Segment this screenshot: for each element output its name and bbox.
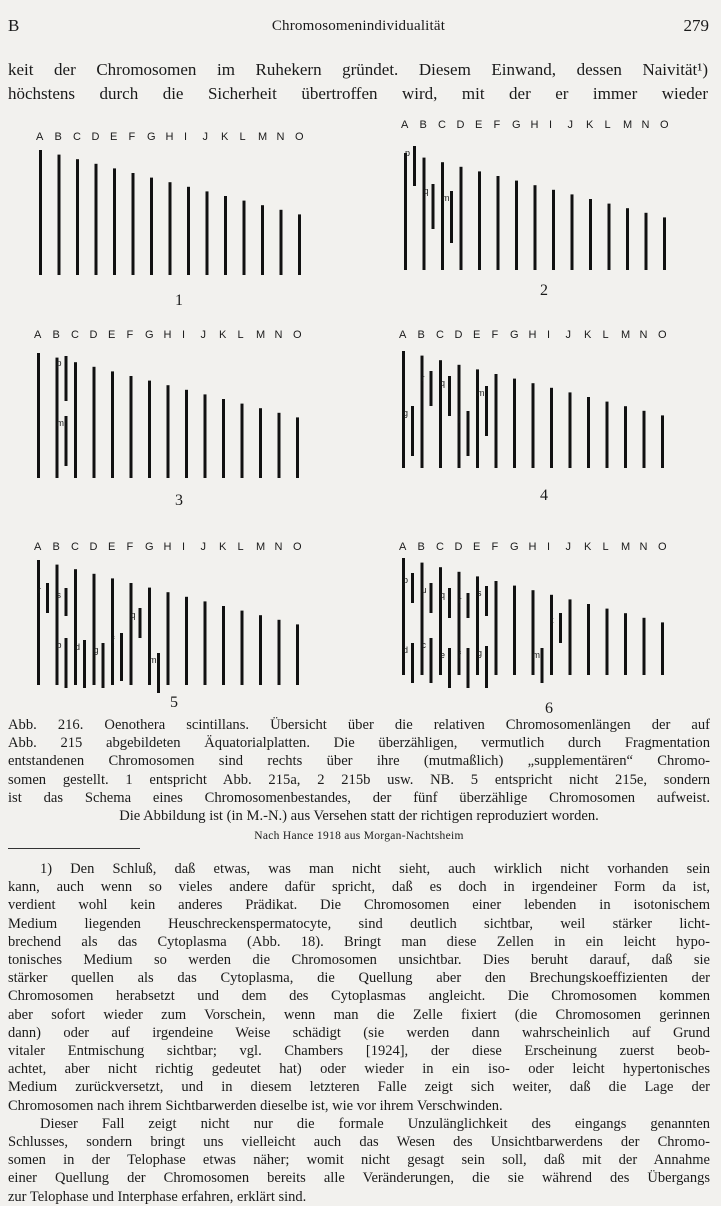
chromosome-letter-J: J bbox=[200, 329, 206, 341]
chromosome-bar-L bbox=[241, 404, 244, 478]
chromosome-bar-N bbox=[280, 210, 283, 275]
fragment-bar bbox=[432, 184, 435, 229]
fragment-bar bbox=[120, 633, 123, 681]
chromosome-bar-L bbox=[606, 609, 609, 675]
chromosome-letter-J: J bbox=[565, 541, 571, 553]
panel-number: 5 bbox=[170, 694, 178, 711]
chromosome-letter-H: H bbox=[165, 131, 174, 143]
fragment-bar bbox=[411, 406, 414, 456]
chromosome-letter-L: L bbox=[237, 541, 244, 553]
chromosome-bar-F bbox=[130, 376, 133, 478]
chromosome-bar-K bbox=[222, 606, 225, 685]
chromosome-letter-L: L bbox=[602, 541, 609, 553]
chromosome-bar-H bbox=[534, 185, 537, 270]
chromosome-letter-B: B bbox=[417, 541, 425, 553]
chromosome-letter-I: I bbox=[184, 131, 188, 143]
fragment-label: d bbox=[75, 642, 81, 652]
body-text-top bbox=[8, 58, 708, 106]
chromosome-letter-J: J bbox=[202, 131, 208, 143]
chromosome-letter-L: L bbox=[237, 329, 244, 341]
fragment-bar bbox=[467, 648, 470, 688]
footnote-line: Chromosomen herabsetzt und dem des Cytoplasmas angleicht. Die Chromosomen kommen bbox=[8, 988, 710, 1005]
chromosome-bar-I bbox=[185, 390, 188, 478]
running-header bbox=[8, 16, 709, 44]
chromosome-bar-O bbox=[296, 417, 299, 478]
chromosome-bar-J bbox=[571, 194, 574, 270]
footnote-line: Dieser Fall zeigt nicht nur die formale Unzulänglichkeit des eingangs genannten bbox=[40, 1115, 710, 1132]
chromosome-bar-D bbox=[93, 574, 96, 685]
panel-number: 3 bbox=[175, 492, 183, 509]
chromosome-letter-M: M bbox=[621, 329, 631, 341]
chromosome-letter-F: F bbox=[493, 119, 501, 131]
footnote-line: Schlusses, sondern bringt uns vielleicht auch das Wesen des Unsichtbarwerdens der Chromo- bbox=[8, 1134, 710, 1151]
fragment-label: j bbox=[458, 413, 461, 423]
chromosome-bar-H bbox=[167, 592, 170, 685]
chromosome-bar-B bbox=[58, 155, 61, 275]
fragment-label: d bbox=[403, 645, 409, 655]
fragment-label: q bbox=[440, 378, 446, 388]
chromosome-letter-E: E bbox=[108, 329, 116, 341]
chromosome-letter-E: E bbox=[473, 541, 481, 553]
chromosome-bar-N bbox=[278, 620, 281, 685]
chromosome-bar-L bbox=[608, 204, 611, 270]
chromosome-bar-O bbox=[298, 214, 301, 275]
chromosome-letter-B: B bbox=[419, 119, 427, 131]
chromosome-bar-K bbox=[587, 604, 590, 675]
chromosome-letter-N: N bbox=[639, 329, 648, 341]
fragment-label: q bbox=[440, 590, 446, 600]
fragment-bar bbox=[448, 588, 451, 618]
chromosome-letter-E: E bbox=[110, 131, 118, 143]
chromosome-bar-C bbox=[74, 362, 77, 478]
fragment-label: g bbox=[477, 648, 483, 658]
chromosome-letter-G: G bbox=[145, 541, 154, 553]
chromosome-bar-J bbox=[204, 394, 207, 478]
chromosome-bar-E bbox=[478, 171, 481, 270]
footnote-line: stärker quellen als das Cytoplasma, die Quellung aber den Brechungskoeffizienten der bbox=[8, 970, 710, 987]
chromosome-letter-L: L bbox=[602, 329, 609, 341]
caption-source: Nach Hance 1918 aus Morgan-Nachtsheim bbox=[254, 830, 464, 843]
fragment-bar bbox=[448, 376, 451, 416]
footnote-line: vitaler Entmischung sichtbar; vgl. Chambers [1924], der diese Erscheinung zuerst beob- bbox=[8, 1043, 710, 1060]
chromosome-letter-N: N bbox=[639, 541, 648, 553]
chromosome-letter-H: H bbox=[530, 119, 539, 131]
fragment-label: m bbox=[477, 388, 485, 398]
panel-6 bbox=[399, 541, 667, 717]
chromosome-letter-A: A bbox=[399, 329, 407, 341]
fragment-bar bbox=[411, 643, 414, 683]
fragment-bar bbox=[413, 146, 416, 186]
chromosome-bar-C bbox=[74, 569, 77, 685]
chromosome-letter-K: K bbox=[219, 329, 227, 341]
chromosome-bar-G bbox=[513, 379, 516, 468]
chromosome-letter-O: O bbox=[660, 119, 669, 131]
chromosome-bar-B bbox=[423, 158, 426, 270]
chromosome-letter-D: D bbox=[456, 119, 465, 131]
chromosome-bar-E bbox=[476, 369, 479, 468]
chromosome-bar-N bbox=[643, 618, 646, 675]
chromosome-letter-C: C bbox=[438, 119, 446, 131]
fragment-label: p bbox=[56, 358, 62, 368]
fragment-bar bbox=[157, 653, 160, 693]
chromosome-letter-A: A bbox=[34, 329, 42, 341]
chromosome-bar-L bbox=[243, 201, 246, 275]
chromosome-bar-C bbox=[76, 159, 79, 275]
fragment-bar bbox=[467, 593, 470, 618]
chromosome-bar-I bbox=[550, 388, 553, 468]
chromosome-letter-D: D bbox=[454, 329, 463, 341]
panel-number: 1 bbox=[175, 292, 183, 309]
fragment-bar bbox=[541, 648, 544, 683]
chromosome-letter-F: F bbox=[128, 131, 136, 143]
chromosome-letter-M: M bbox=[258, 131, 268, 143]
fragment-label: c bbox=[421, 640, 426, 650]
chromosome-bar-N bbox=[645, 213, 648, 270]
chromosome-letter-F: F bbox=[126, 329, 134, 341]
footnote-line: verdient wohl kein anderes Prädikat. Die Chromosomen einer lebenden in isotonischem bbox=[8, 897, 710, 914]
footnote-rule bbox=[8, 848, 140, 849]
chromosome-figure bbox=[0, 110, 721, 720]
fragment-bar bbox=[559, 613, 562, 643]
chromosome-bar-J bbox=[204, 601, 207, 685]
chromosome-bar-C bbox=[439, 360, 442, 468]
chromosome-bar-I bbox=[550, 595, 553, 675]
panel-3 bbox=[34, 329, 302, 509]
chromosome-bar-F bbox=[130, 583, 133, 685]
chromosome-bar-E bbox=[111, 371, 114, 478]
chromosome-bar-M bbox=[624, 406, 627, 468]
fragment-bar bbox=[65, 638, 68, 688]
chromosome-bar-D bbox=[95, 164, 98, 275]
chromosome-bar-L bbox=[606, 402, 609, 468]
chromosome-letter-B: B bbox=[417, 329, 425, 341]
fragment-label: r bbox=[458, 595, 462, 605]
chromosome-letter-C: C bbox=[71, 329, 79, 341]
fragment-bar bbox=[46, 583, 49, 613]
chromosome-bar-D bbox=[460, 167, 463, 270]
chromosome-letter-M: M bbox=[256, 541, 266, 553]
chromosome-letter-O: O bbox=[658, 541, 667, 553]
fragment-label: r bbox=[421, 373, 425, 383]
fragment-bar bbox=[65, 588, 68, 616]
fragment-bar bbox=[430, 583, 433, 613]
chromosome-bar-A bbox=[37, 560, 40, 685]
chromosome-letter-A: A bbox=[36, 131, 44, 143]
chromosome-letter-F: F bbox=[126, 541, 134, 553]
chromosome-letter-I: I bbox=[547, 541, 551, 553]
fragment-label: m bbox=[56, 418, 64, 428]
chromosome-letter-I: I bbox=[182, 329, 186, 341]
panel-4 bbox=[399, 329, 667, 504]
chromosome-letter-J: J bbox=[567, 119, 573, 131]
fragment-label: b bbox=[56, 640, 62, 650]
footnote-line: Medium liegenden Heuschreckenspermatocyte, sind deutlich sichtbar, weil stärker licht- bbox=[8, 915, 710, 932]
caption-line: Die Abbildung ist (in M.-N.) aus Versehen statt der richtigen reproduziert worden. bbox=[119, 808, 599, 825]
chromosome-bar-I bbox=[552, 190, 555, 270]
chromosome-letter-H: H bbox=[163, 541, 172, 553]
chromosome-bar-G bbox=[150, 178, 153, 275]
body-line: keit der Chromosomen im Ruhekern gründet. Diesem Einwand, dessen Naivität¹) bbox=[8, 60, 708, 79]
fragment-label: m bbox=[149, 655, 157, 665]
chromosome-letter-A: A bbox=[34, 541, 42, 553]
panel-2 bbox=[401, 119, 669, 299]
chromosome-letter-B: B bbox=[52, 541, 60, 553]
fragment-label: p bbox=[403, 575, 409, 585]
chromosome-bar-H bbox=[167, 385, 170, 478]
chromosome-letter-G: G bbox=[145, 329, 154, 341]
chromosome-bar-O bbox=[663, 217, 666, 270]
chromosome-bar-F bbox=[497, 176, 500, 270]
chromosome-letter-D: D bbox=[91, 131, 100, 143]
chromosome-bar-K bbox=[589, 199, 592, 270]
chromosome-letter-M: M bbox=[256, 329, 266, 341]
signature-mark: B bbox=[8, 16, 20, 35]
chromosome-bar-M bbox=[624, 613, 627, 675]
fragment-label: t bbox=[551, 615, 554, 625]
chromosome-diagram bbox=[0, 110, 721, 720]
chromosome-letter-H: H bbox=[528, 541, 537, 553]
chromosome-bar-F bbox=[495, 581, 498, 675]
footnote-line: somen in der Telophase etwas näher; womit nicht gesagt sein soll, daß mit der Annahme bbox=[8, 1152, 710, 1169]
chromosome-letter-L: L bbox=[239, 131, 246, 143]
chromosome-letter-J: J bbox=[565, 329, 571, 341]
chromosome-bar-J bbox=[569, 392, 572, 468]
chromosome-letter-F: F bbox=[491, 329, 499, 341]
fragment-bar bbox=[430, 638, 433, 683]
fragment-bar bbox=[485, 586, 488, 616]
chromosome-letter-E: E bbox=[473, 329, 481, 341]
chromosome-letter-C: C bbox=[73, 131, 81, 143]
chromosome-letter-A: A bbox=[401, 119, 409, 131]
fragment-label: s bbox=[477, 588, 482, 598]
chromosome-bar-F bbox=[495, 374, 498, 468]
chromosome-bar-H bbox=[169, 182, 172, 275]
footnote-line: brechend als das Cytoplasma (Abb. 18). Bringt man diese Zellen in ein leicht hypo- bbox=[8, 933, 710, 950]
fragment-bar bbox=[467, 411, 470, 456]
chromosome-letter-I: I bbox=[547, 329, 551, 341]
panel-5 bbox=[34, 541, 302, 711]
fragment-label: u bbox=[421, 585, 427, 595]
chromosome-bar-M bbox=[626, 208, 629, 270]
chromosome-bar-B bbox=[56, 565, 59, 685]
fragment-label: m bbox=[532, 650, 540, 660]
fragment-label: m bbox=[442, 193, 450, 203]
fragment-label: q bbox=[130, 610, 136, 620]
chromosome-bar-G bbox=[515, 181, 518, 270]
chromosome-letter-C: C bbox=[436, 541, 444, 553]
caption-line: ist das Schema eines Chromosomenbestandes, der fünf überzählige Chromosomen aufweist. bbox=[8, 789, 710, 806]
chromosome-bar-M bbox=[261, 205, 264, 275]
chromosome-bar-K bbox=[224, 196, 227, 275]
chromosome-letter-F: F bbox=[491, 541, 499, 553]
chromosome-bar-L bbox=[241, 611, 244, 685]
chromosome-letter-K: K bbox=[586, 119, 594, 131]
fragment-label: f bbox=[458, 650, 462, 660]
footnote-line: 1) Den Schluß, daß etwas, was man nicht sieht, auch wirklich nicht vorhanden sein bbox=[40, 861, 710, 877]
chromosome-letter-J: J bbox=[200, 541, 206, 553]
chromosome-bar-F bbox=[132, 173, 135, 275]
chromosome-bar-G bbox=[513, 586, 516, 675]
chromosome-bar-K bbox=[222, 399, 225, 478]
running-title: Chromosomenindividualität bbox=[271, 18, 446, 34]
footnote bbox=[8, 860, 710, 1206]
chromosome-letter-N: N bbox=[274, 541, 283, 553]
chromosome-letter-K: K bbox=[584, 541, 592, 553]
chromosome-bar-G bbox=[148, 381, 151, 478]
caption-line: Abb. 215 abgebildeten Äquatorialplatten. Die überzähligen, vermutlich durch Fragmentation bbox=[8, 735, 710, 752]
chromosome-letter-K: K bbox=[221, 131, 229, 143]
chromosome-bar-A bbox=[39, 150, 42, 275]
chromosome-bar-G bbox=[148, 588, 151, 685]
fragment-bar bbox=[485, 646, 488, 688]
chromosome-bar-N bbox=[278, 413, 281, 478]
chromosome-bar-A bbox=[404, 153, 407, 270]
fragment-label: p bbox=[405, 148, 411, 158]
figure-caption bbox=[8, 716, 710, 845]
chromosome-letter-N: N bbox=[274, 329, 283, 341]
chromosome-bar-C bbox=[441, 162, 444, 270]
chromosome-letter-L: L bbox=[604, 119, 611, 131]
fragment-bar bbox=[65, 416, 68, 466]
footnote-line: tonisches Medium so werden die Chromosomen unsichtbar. Dies beruht darauf, daß sie bbox=[8, 952, 710, 969]
chromosome-letter-I: I bbox=[549, 119, 553, 131]
chromosome-bar-A bbox=[37, 353, 40, 478]
footnote-line: einer Quellung der Chromosomen bereits alle Veränderungen, die sie während des Übergangs bbox=[8, 1170, 710, 1187]
chromosome-letter-K: K bbox=[584, 329, 592, 341]
chromosome-letter-D: D bbox=[454, 541, 463, 553]
fragment-bar bbox=[411, 573, 414, 603]
chromosome-bar-D bbox=[93, 367, 96, 478]
fragment-label: s bbox=[56, 590, 61, 600]
fragment-bar bbox=[83, 640, 86, 688]
footnote-line: achtet, aber nicht richtig gedeutet hat) oder wieder in ein iso- oder leicht hypertonisches bbox=[8, 1061, 710, 1078]
fragment-label: e bbox=[440, 650, 446, 660]
fragment-label: g bbox=[93, 645, 99, 655]
chromosome-letter-O: O bbox=[293, 541, 302, 553]
footnote-line: kann, auch wenn so vieles andere dafür spricht, daß es doch in irgendeiner Form da ist, bbox=[8, 879, 710, 896]
chromosome-letter-N: N bbox=[641, 119, 650, 131]
chromosome-letter-M: M bbox=[621, 541, 631, 553]
chromosome-letter-M: M bbox=[623, 119, 633, 131]
page-number: 279 bbox=[683, 16, 709, 35]
chromosome-letter-C: C bbox=[71, 541, 79, 553]
chromosome-letter-H: H bbox=[163, 329, 172, 341]
chromosome-letter-G: G bbox=[147, 131, 156, 143]
panel-1 bbox=[36, 131, 304, 309]
chromosome-bar-O bbox=[296, 624, 299, 685]
footnote-line: Medium zurückversetzt, und in diesem letzteren Falle zeigt sich weiter, daß die Lage der bbox=[8, 1079, 710, 1096]
chromosome-bar-O bbox=[661, 415, 664, 468]
chromosome-bar-I bbox=[187, 187, 190, 275]
footnote-line: Chromosomen nach ihrem Sichtbarwerden dieselbe ist, wie vor ihrem Verschwinden. bbox=[8, 1097, 503, 1114]
chromosome-bar-M bbox=[259, 408, 262, 478]
fragment-bar bbox=[450, 191, 453, 243]
panel-number: 4 bbox=[540, 487, 548, 504]
chromosome-letter-O: O bbox=[658, 329, 667, 341]
chromosome-letter-H: H bbox=[528, 329, 537, 341]
chromosome-letter-G: G bbox=[510, 329, 519, 341]
panel-number: 6 bbox=[545, 700, 553, 717]
chromosome-letter-O: O bbox=[293, 329, 302, 341]
chromosome-letter-K: K bbox=[219, 541, 227, 553]
body-line: höchstens durch die Sicherheit übertroffen wird, mit der er immer wieder bbox=[8, 84, 708, 103]
fragment-bar bbox=[139, 608, 142, 638]
chromosome-letter-D: D bbox=[89, 329, 98, 341]
chromosome-bar-H bbox=[532, 590, 535, 675]
fragment-bar bbox=[65, 356, 68, 401]
fragment-label: f bbox=[112, 635, 115, 645]
footnote-line: zur Telophase und Interphase erfahren, erklärt sind. bbox=[8, 1188, 307, 1205]
chromosome-bar-B bbox=[421, 563, 424, 675]
chromosome-bar-N bbox=[643, 411, 646, 468]
fragment-label: q bbox=[423, 186, 429, 196]
fragment-label: r bbox=[38, 585, 41, 595]
chromosome-bar-O bbox=[661, 622, 664, 675]
caption-line: entstandenen Chromosomen sind rechts über ihre (mutmaßlich) „supplementären“ Chromo- bbox=[8, 753, 710, 770]
fragment-label: g bbox=[403, 408, 409, 418]
chromosome-letter-I: I bbox=[182, 541, 186, 553]
chromosome-letter-A: A bbox=[399, 541, 407, 553]
chromosome-bar-I bbox=[185, 597, 188, 685]
caption-line: Abb. 216. Oenothera scintillans. Übersicht über die relativen Chromosomenlängen der auf bbox=[8, 717, 710, 733]
footnote-line: aber sofort wieder zum Vorschein, wenn man die Zelle fixiert (die Chromosomen gerinnen bbox=[8, 1006, 710, 1023]
chromosome-letter-E: E bbox=[475, 119, 483, 131]
fragment-bar bbox=[448, 648, 451, 688]
chromosome-letter-C: C bbox=[436, 329, 444, 341]
footnote-line: dann) oder auf irgendeine Weise schädigt (sie werden dann wahrscheinlich auf Grund bbox=[8, 1024, 710, 1041]
chromosome-bar-J bbox=[206, 191, 209, 275]
chromosome-letter-O: O bbox=[295, 131, 304, 143]
chromosome-letter-G: G bbox=[510, 541, 519, 553]
chromosome-letter-N: N bbox=[276, 131, 285, 143]
chromosome-bar-J bbox=[569, 599, 572, 675]
fragment-bar bbox=[102, 643, 105, 688]
chromosome-letter-G: G bbox=[512, 119, 521, 131]
chromosome-letter-B: B bbox=[52, 329, 60, 341]
chromosome-letter-E: E bbox=[108, 541, 116, 553]
panel-number: 2 bbox=[540, 282, 548, 299]
chromosome-bar-E bbox=[111, 578, 114, 685]
chromosome-letter-B: B bbox=[54, 131, 62, 143]
chromosome-letter-D: D bbox=[89, 541, 98, 553]
caption-line: somen gestellt. 1 entspricht Abb. 215a, 2 215b usw. NB. 5 entspricht nicht 215e, sondern bbox=[8, 771, 710, 788]
chromosome-bar-K bbox=[587, 397, 590, 468]
chromosome-bar-E bbox=[113, 168, 116, 275]
fragment-bar bbox=[485, 386, 488, 436]
chromosome-bar-M bbox=[259, 615, 262, 685]
chromosome-bar-H bbox=[532, 383, 535, 468]
fragment-bar bbox=[430, 371, 433, 406]
